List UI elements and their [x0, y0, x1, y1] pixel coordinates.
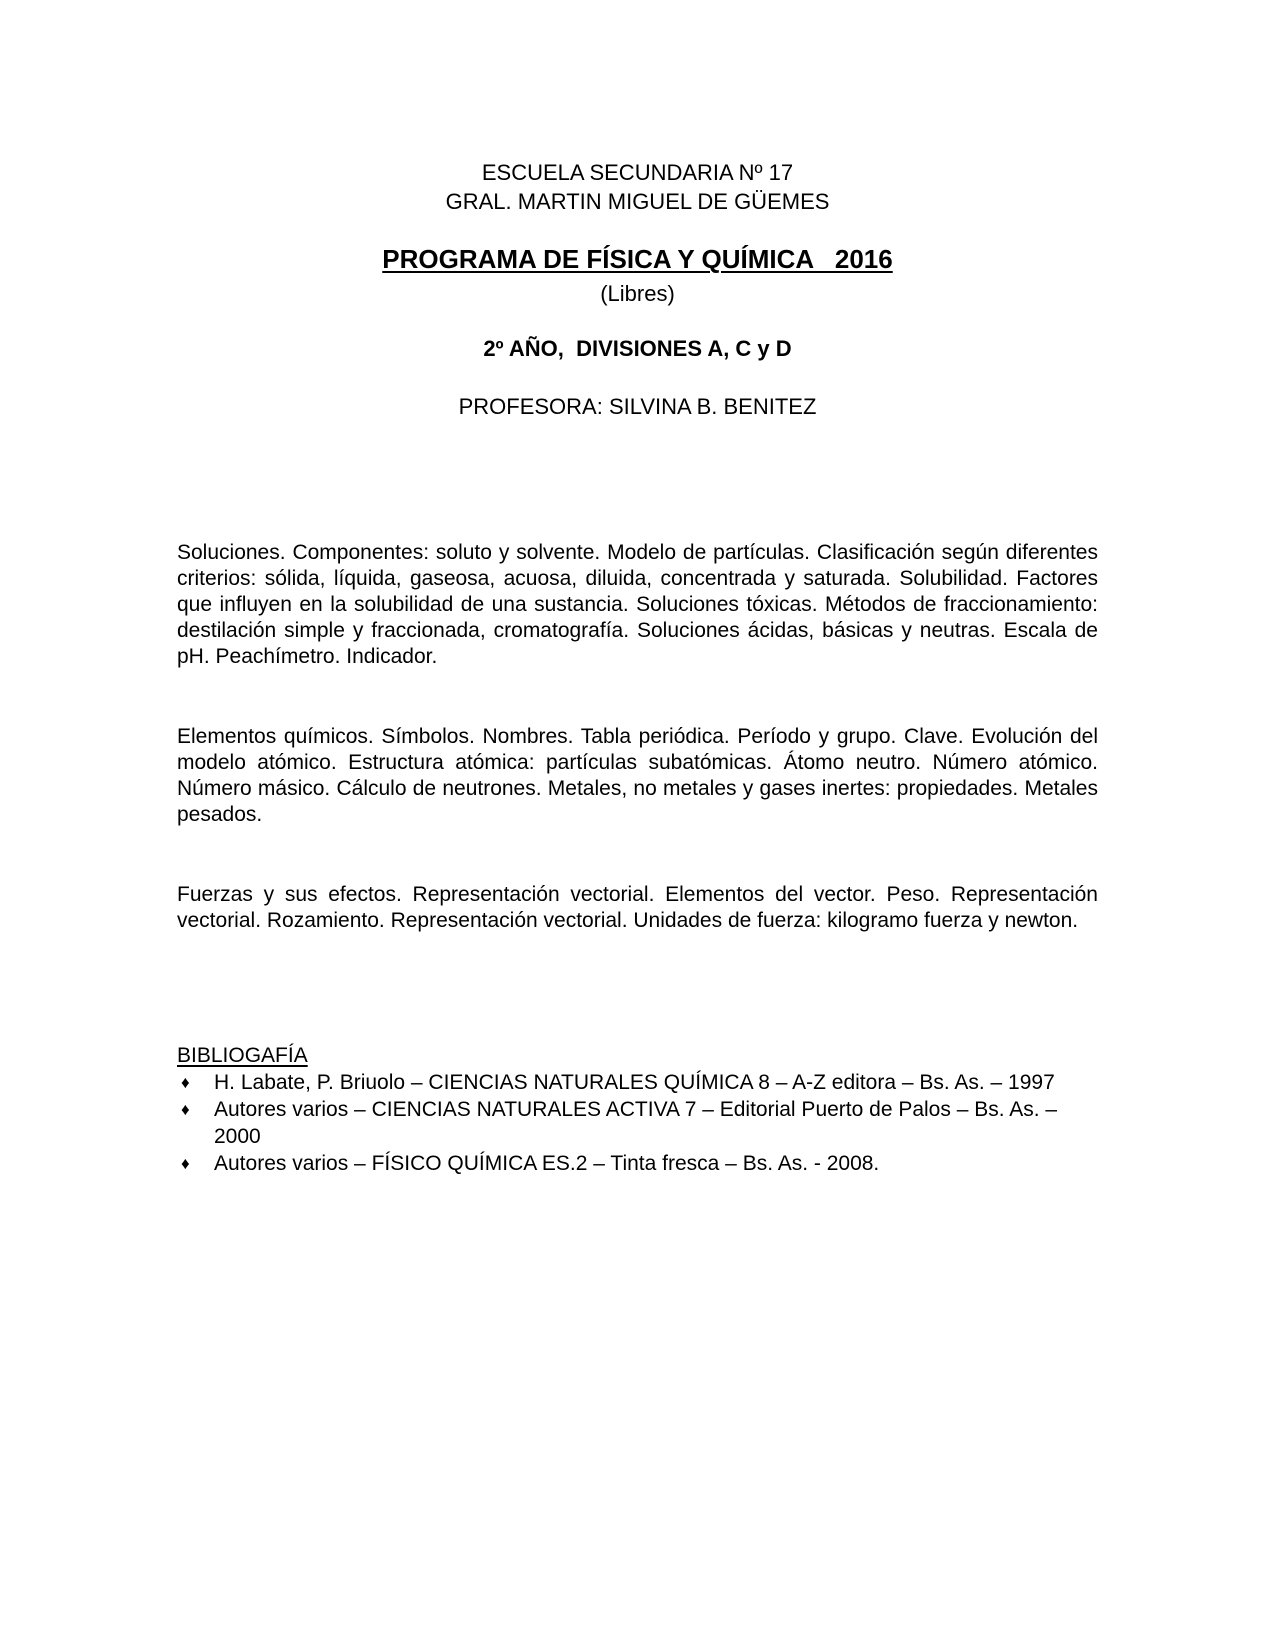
bibliography-item-text: H. Labate, P. Briuolo – CIENCIAS NATURALES QUÍMICA 8 – A-Z editora – Bs. As. – 1997	[214, 1071, 1055, 1094]
diamond-bullet-icon: ♦	[181, 1100, 190, 1119]
course-info: 2º AÑO, DIVISIONES A, C y D	[483, 336, 792, 361]
document-subtitle: (Libres)	[600, 281, 675, 306]
school-patron: GRAL. MARTIN MIGUEL DE GÜEMES	[445, 189, 830, 214]
diamond-bullet-icon: ♦	[181, 1154, 190, 1173]
document-title: PROGRAMA DE FÍSICA Y QUÍMICA 2016	[382, 244, 893, 274]
content-paragraph-forces: Fuerzas y sus efectos. Representación vectorial. Elementos del vector. Peso. Representación vectorial. Rozamiento. Representación vectorial. Unidades de fuerza: kilogramo fuerza y newton.	[177, 883, 1098, 932]
bibliography-list	[177, 1069, 1098, 1177]
school-name: ESCUELA SECUNDARIA Nº 17	[481, 160, 794, 185]
school-header	[0, 158, 1275, 216]
bibliography-item-text: Autores varios – FÍSICO QUÍMICA ES.2 – Tinta fresca – Bs. As. - 2008.	[214, 1152, 880, 1175]
bibliography-title: BIBLIOGAFÍA	[177, 1044, 308, 1067]
diamond-bullet-icon: ♦	[181, 1073, 190, 1092]
bibliography-item	[177, 1096, 1098, 1150]
content-paragraph-solutions: Soluciones. Componentes: soluto y solvente. Modelo de partículas. Clasificación según diferentes criterios: sólida, líquida, gaseosa, acuosa, diluida, concentrada y saturada. Solubilidad. Factores que influyen en la solubilidad de una sustancia. Soluciones tóxicas. Métodos de fraccionamiento: destilación simple y fraccionada, cromatografía. Soluciones ácidas, básicas y neutras. Escala de pH. Peachímetro. Indicador.	[177, 541, 1098, 668]
bibliography-item	[177, 1150, 1098, 1177]
bibliography-item-text: Autores varios – CIENCIAS NATURALES ACTIVA 7 – Editorial Puerto de Palos – Bs. As. – 2000	[214, 1098, 1058, 1148]
bibliography-item	[177, 1069, 1098, 1096]
content-paragraph-elements: Elementos químicos. Símbolos. Nombres. Tabla periódica. Período y grupo. Clave. Evolución del modelo atómico. Estructura atómica: partículas subatómicas. Átomo neutro. Número atómico. Número másico. Cálculo de neutrones. Metales, no metales y gases inertes: propiedades. Metales pesados.	[177, 725, 1098, 826]
teacher-name: PROFESORA: SILVINA B. BENITEZ	[458, 394, 817, 419]
